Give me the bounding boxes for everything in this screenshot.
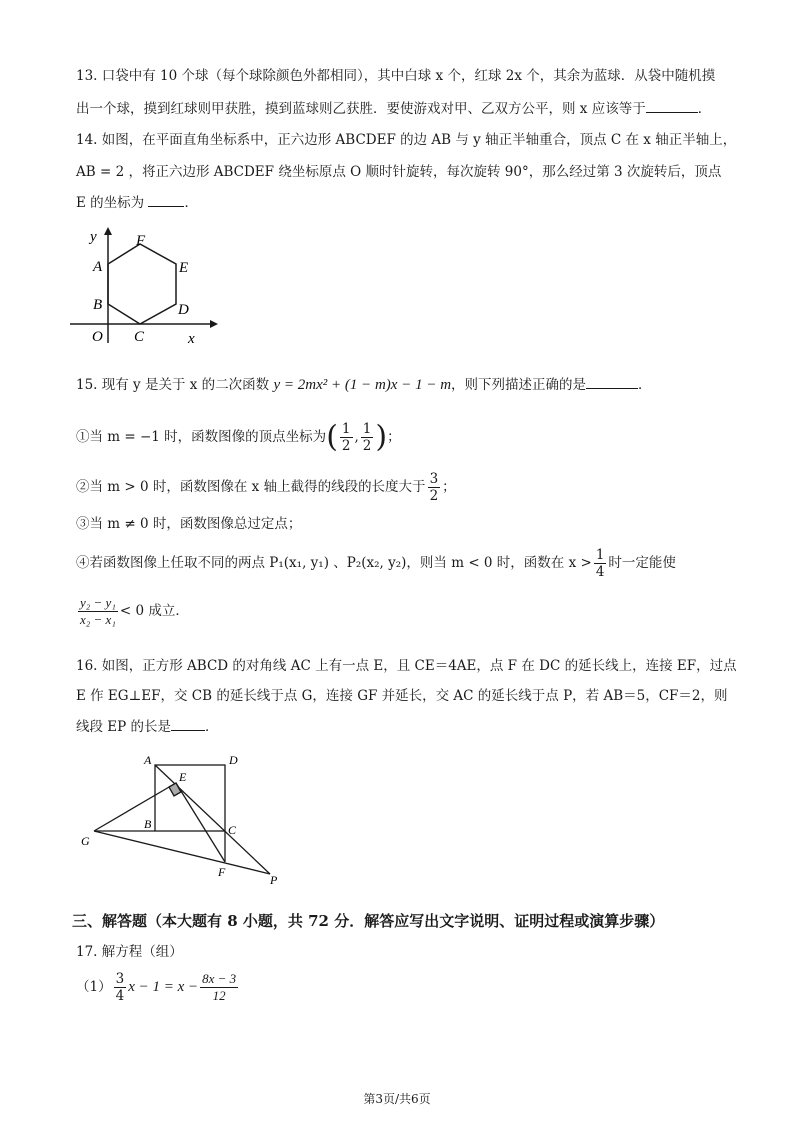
q15-formula: y = 2mx² + (1 − m)x − 1 − m (273, 377, 452, 393)
q15-stem (76, 374, 652, 395)
q15-option2 (76, 468, 456, 506)
q13-line2 (76, 98, 711, 119)
q13-line1: 13. 口袋中有 10 个球（每个球除颜色外都相同），其中白球 x 个，红球 2x 个，其余为蓝球．从袋中随机摸 (76, 68, 716, 84)
frac-denominator: 12 (212, 988, 226, 1003)
q17-title: 17. 解方程（组） (76, 944, 183, 960)
q16-text: 线段 EP 的长是 (76, 719, 172, 735)
q16-line1: 16. 如图，正方形 ABCD 的对角线 AC 上有一点 E，且 CE＝4AE，点 F 在 DC 的延长线上，连接 EF，过点 (76, 658, 737, 674)
label-G: G (81, 834, 90, 848)
frac-numerator: 8x − 3 (202, 971, 237, 986)
frac-denominator: 4 (595, 564, 605, 580)
diagonal-ap (155, 765, 270, 874)
y-axis-arrow (104, 227, 112, 235)
label-A: A (93, 259, 103, 275)
label-C: C (228, 823, 237, 837)
q14-tail: ． (184, 195, 198, 211)
q14-line3 (76, 192, 198, 213)
q15-option2-end: ； (442, 479, 456, 495)
label-y: y (90, 229, 97, 245)
line-gp (94, 831, 270, 874)
label-A: A (144, 753, 152, 767)
label-B: B (144, 817, 152, 831)
q15-option4-end: 时一定能使 (608, 555, 676, 571)
q13-tail: ． (697, 101, 712, 117)
label-D: D (178, 302, 189, 318)
q17-part1-label: （1） (76, 979, 112, 995)
page-number: 第3页/共6页 (363, 1092, 431, 1106)
label-E: E (179, 770, 187, 784)
right-angle-mark (169, 783, 181, 796)
q16-line2: E 作 EG⊥EF，交 CB 的延长线于点 G，连接 GF 并延长，交 AC 的延长线于点 P，若 AB＝5，CF＝2，则 (76, 688, 728, 704)
frac-numerator: 3 (429, 471, 439, 487)
label-P: P (270, 873, 278, 887)
label-F: F (218, 865, 226, 879)
frac-numerator: 1 (362, 421, 372, 437)
frac-denominator: 2 (362, 438, 372, 454)
square-figure (80, 750, 290, 890)
answer-blank (586, 374, 638, 389)
label-D: D (229, 753, 238, 767)
q17-equation-mid: x − 1 = x − (128, 979, 199, 995)
x-axis-arrow (210, 320, 218, 328)
answer-blank (171, 716, 205, 731)
label-E: E (179, 260, 189, 276)
q15-option1-end: ； (387, 429, 401, 445)
q16-line3 (76, 716, 219, 737)
q15-option4-tail: < 0 成立． (119, 603, 189, 619)
line-ge (94, 783, 176, 831)
q14-line2: AB = 2 ，将正六边形 ABCDEF 绕坐标原点 O 顺时针旋转，每次旋转 90°，那么经过第 3 次旋转后，顶点 (76, 164, 722, 180)
label-C: C (134, 329, 145, 345)
hexagon-figure (60, 225, 230, 350)
q15-option1-text: ①当 m = −1 时，函数图像的顶点坐标为 (76, 429, 327, 445)
q15-tail: ． (638, 377, 652, 393)
frac-numerator: 3 (115, 971, 125, 987)
hexagon (108, 244, 176, 324)
frac-numerator: y₂ − y₁ (80, 595, 116, 610)
q15-option4 (76, 544, 676, 582)
frac-denominator: 2 (429, 488, 439, 504)
q15-option2-text: ②当 m > 0 时，函数图像在 x 轴上截得的线段的长度大于 (76, 479, 426, 495)
frac-denominator: 2 (341, 438, 351, 454)
label-O: O (92, 329, 103, 345)
q16-tail: ． (205, 719, 219, 735)
frac-denominator: x₂ − x₁ (80, 612, 116, 627)
frac-numerator: 1 (595, 547, 605, 563)
q17-part1 (76, 968, 240, 1006)
label-x: x (188, 331, 195, 347)
line-ef (176, 783, 225, 862)
q15-option1: ①当 m = −1 时，函数图像的顶点坐标为( $\frac{1}{2}$ , $\frac{1}{2}$ )； (76, 419, 401, 455)
q15-stem-a: 15. 现有 y 是关于 x 的二次函数 (76, 377, 270, 393)
q14-line1: 14. 如图，在平面直角坐标系中，正六边形 ABCDEF 的边 AB 与 y 轴正半轴重合，顶点 C 在 x 轴正半轴上， (76, 132, 737, 148)
section-heading: 三、解答题（本大题有 8 小题，共 72 分．解答应写出文字说明、证明过程或演算步骤） (72, 912, 665, 930)
q13-text: 出一个球，摸到红球则甲获胜，摸到蓝球则乙获胜．要使游戏对甲、乙双方公平，则 x 应该等于 (76, 101, 646, 117)
q14-text: E 的坐标为 (76, 195, 145, 211)
q15-option4-cont (76, 592, 189, 630)
frac-numerator: 1 (341, 421, 351, 437)
frac-denominator: 4 (115, 988, 125, 1004)
label-F: F (136, 233, 146, 249)
answer-blank (646, 98, 698, 113)
q15-option3: ③当 m ≠ 0 时，函数图像总过定点； (76, 516, 302, 532)
q15-option4-text: ④若函数图像上任取不同的两点 P₁(x₁, y₁) 、P₂(x₂, y₂)，则当 m < 0 时，函数在 x > (76, 555, 592, 571)
answer-blank (148, 192, 184, 207)
q15-stem-b: ，则下列描述正确的是 (451, 377, 587, 393)
label-B: B (93, 297, 103, 313)
